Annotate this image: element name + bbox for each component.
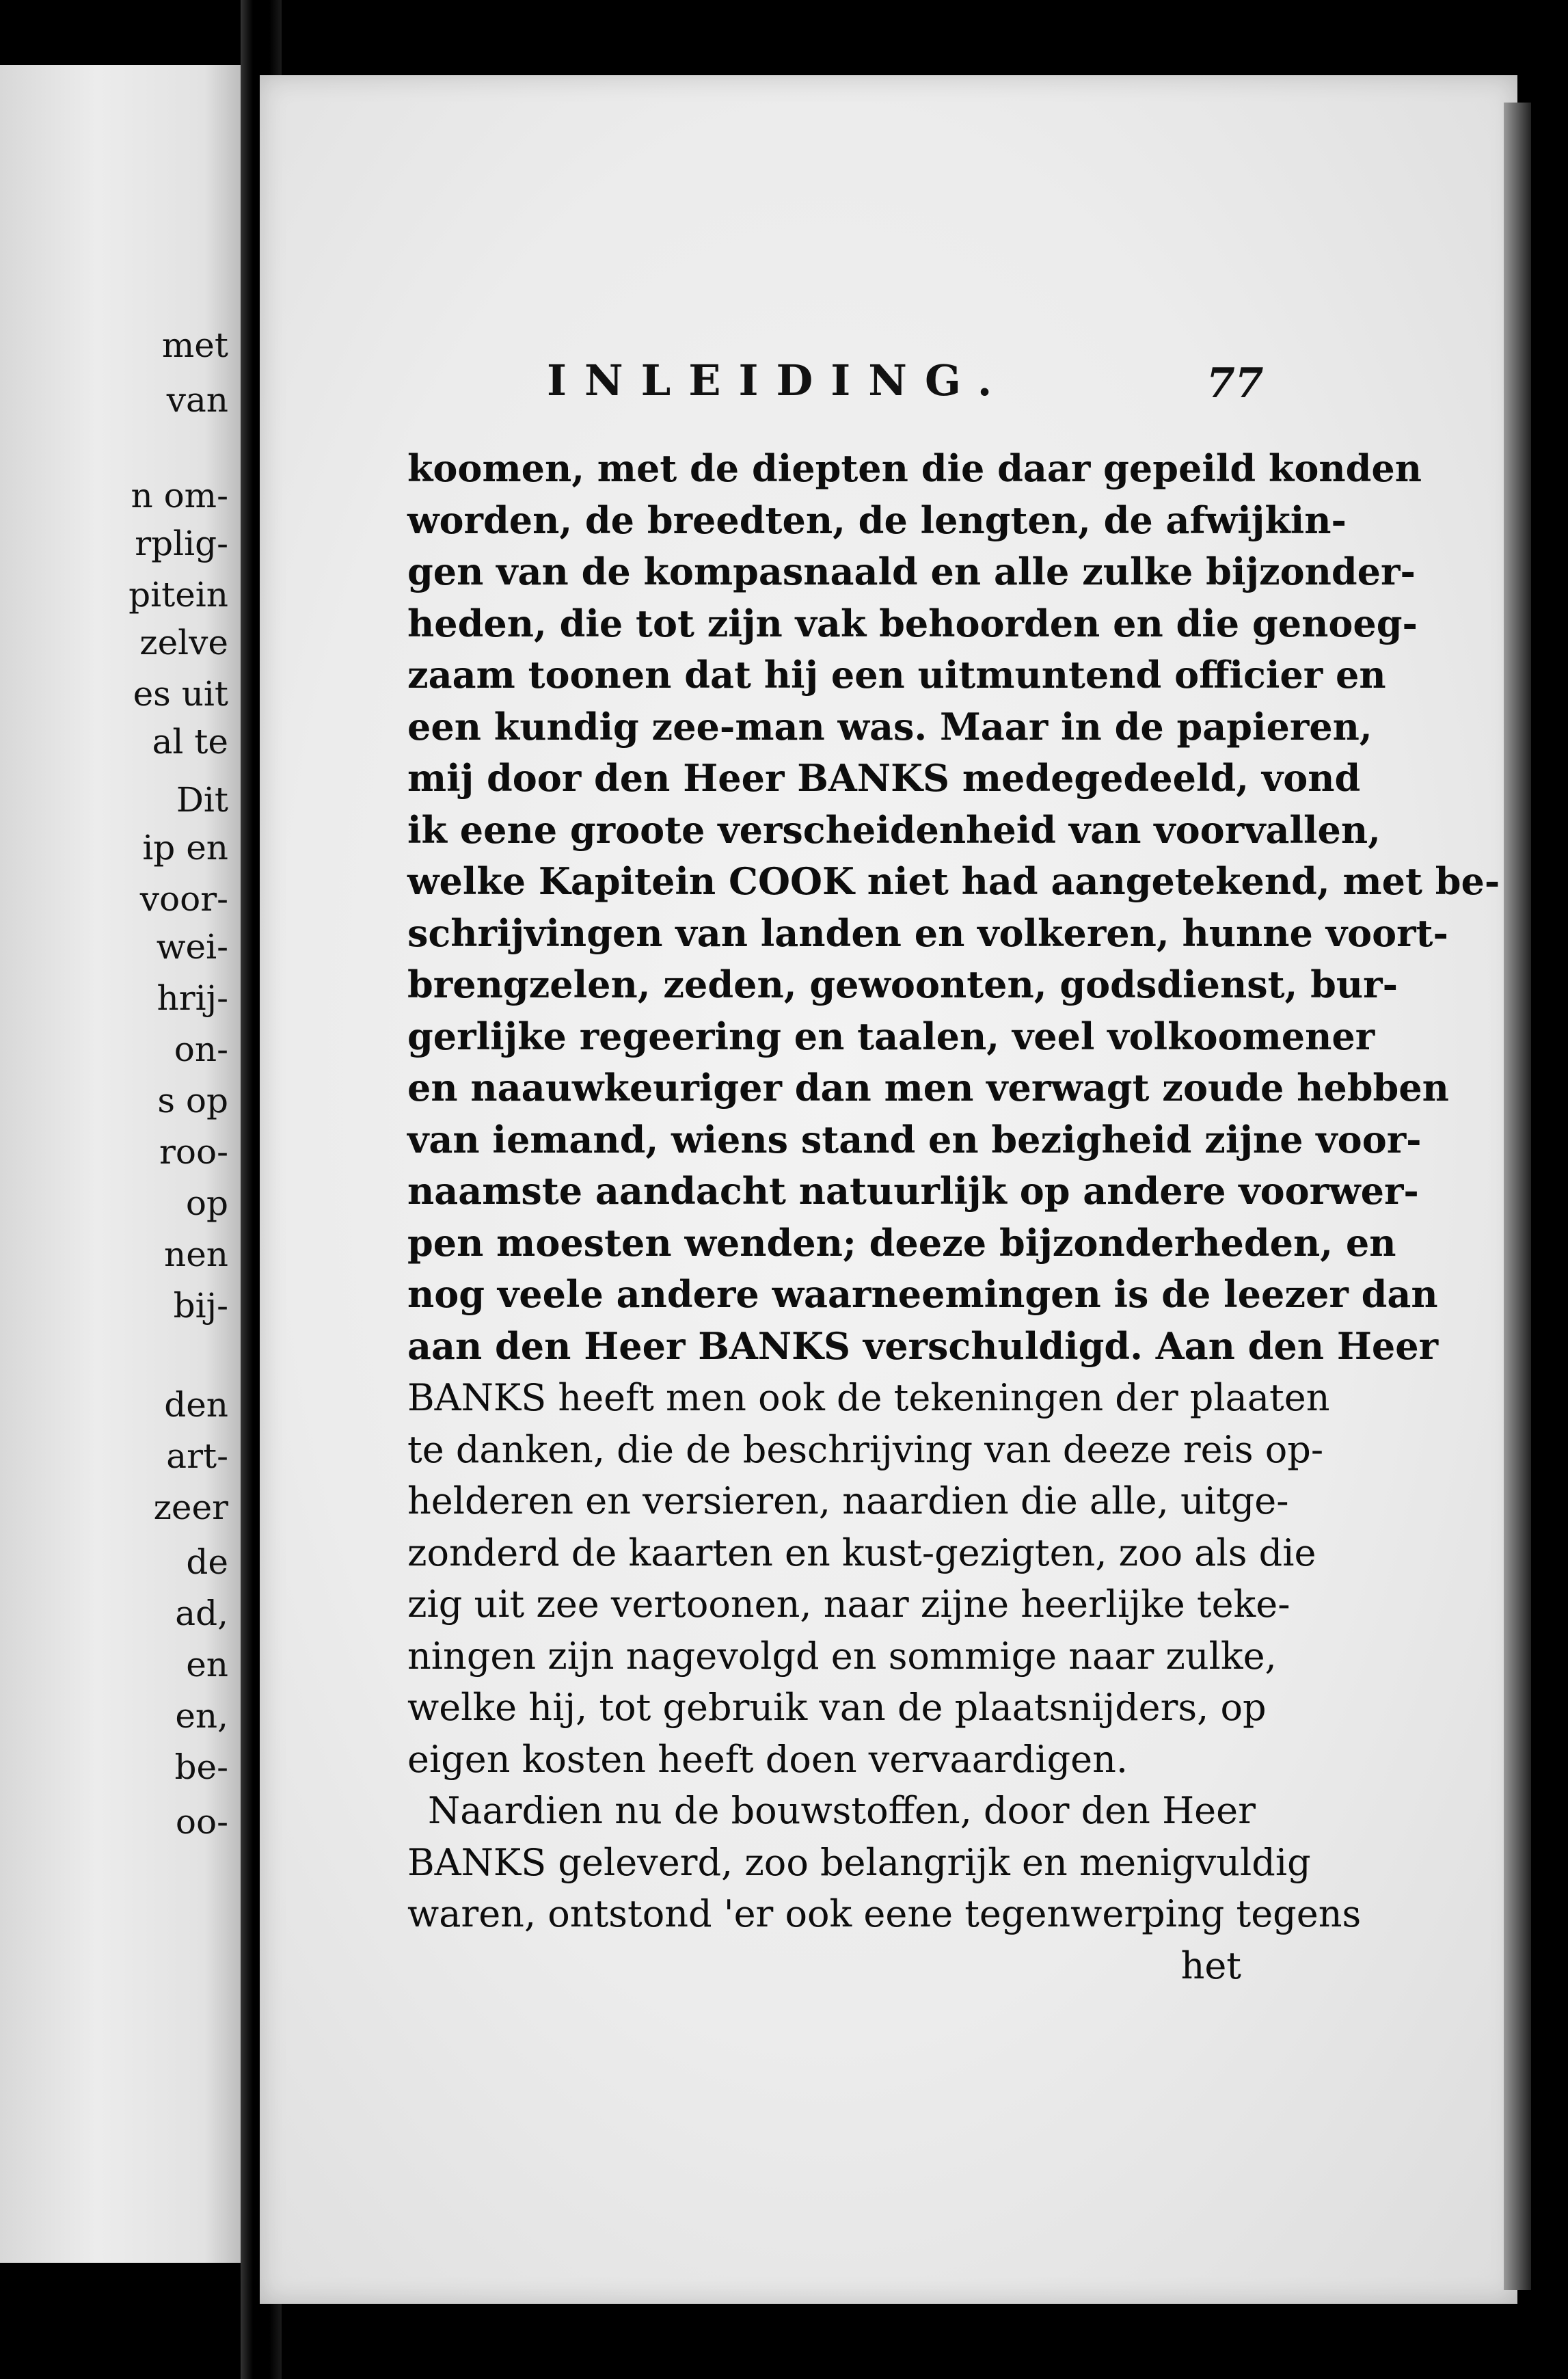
left-page-line: be- [174, 1747, 228, 1787]
left-page-line: Dit [176, 780, 228, 820]
text-line: zig uit zee vertoonen, naar zijne heerlijke teke- [407, 1583, 1290, 1626]
text-line: eigen kosten heeft doen vervaardigen. [407, 1737, 1128, 1781]
left-page-line: wei- [156, 927, 228, 967]
text-line: en naauwkeuriger dan men verwagt zoude hebben [407, 1066, 1449, 1110]
text-line: welke hij, tot gebruik van de plaatsnijders, op [407, 1686, 1267, 1729]
left-page-line: ip en [142, 828, 228, 868]
left-page-line: en, [175, 1696, 228, 1736]
text-line: koomen, met de diepten die daar gepeild konden [407, 446, 1422, 490]
left-page-line: hrij- [157, 978, 228, 1018]
left-page-line: zelve [139, 623, 228, 662]
left-page-line: voor- [139, 879, 228, 919]
text-line: zaam toonen dat hij een uitmuntend officier en [407, 653, 1386, 697]
text-line: pen moesten wenden; deeze bijzonderheden, en [407, 1220, 1396, 1265]
text-line: heden, die tot zijn vak behoorden en die genoeg- [407, 601, 1418, 645]
text-line: welke Kapitein COOK niet had aangetekend, met be- [407, 859, 1500, 903]
left-page-line: rplig- [135, 524, 228, 563]
left-page-line: den [164, 1385, 228, 1425]
text-line: gerlijke regeering en taalen, veel volkoomener [407, 1014, 1375, 1058]
left-page-line: art- [166, 1436, 228, 1476]
left-facing-page [0, 65, 241, 2263]
left-page-line: es uit [133, 674, 228, 714]
left-page-line: de [186, 1542, 228, 1582]
left-page-line: en [186, 1645, 228, 1684]
page [260, 75, 1517, 2304]
left-page-line: s op [157, 1081, 228, 1120]
text-line: naamste aandacht natuurlijk op andere voorwer- [407, 1169, 1419, 1213]
text-line: worden, de breedten, de lengten, de afwijkin- [407, 498, 1347, 542]
text-line: gen van de kompasnaald en alle zulke bijzonder- [407, 550, 1416, 593]
left-page-line: nen [164, 1235, 228, 1274]
body-text [407, 443, 1500, 1991]
text-line: een kundig zee-man was. Maar in de papieren, [407, 704, 1373, 749]
text-line: mij door den Heer BANKS medegedeeld, vond [407, 756, 1361, 800]
text-line: schrijvingen van landen en volkeren, hunne voort- [407, 911, 1448, 955]
left-page-line: met [161, 325, 228, 365]
left-page-line: bij- [173, 1286, 228, 1326]
left-page-line: zeer [153, 1488, 228, 1527]
page-number: 77 [1206, 360, 1264, 407]
text-line: zonderd de kaarten en kust-gezigten, zoo als die [407, 1531, 1316, 1574]
text-line: brengzelen, zeden, gewoonten, godsdienst, bur- [407, 963, 1398, 1006]
left-page-line: op [185, 1183, 228, 1223]
left-page-line: oo- [175, 1802, 228, 1842]
left-page-line: pitein [129, 575, 228, 615]
text-line: van iemand, wiens stand en bezigheid zijne voor- [407, 1117, 1422, 1161]
left-page-line: on- [174, 1030, 228, 1069]
text-line: helderen en versieren, naardien die alle, uitge- [407, 1479, 1289, 1522]
left-page-line: van [166, 380, 228, 420]
text-line: nog veele andere waarneemingen is de leezer dan [407, 1272, 1438, 1316]
text-line: ningen zijn nagevolgd en sommige naar zulke, [407, 1634, 1277, 1678]
text-line: BANKS geleverd, zoo belangrijk en menigvuldig [407, 1840, 1311, 1884]
text-line: aan den Heer BANKS verschuldigd. Aan den Heer [407, 1323, 1439, 1368]
running-head: INLEIDING. [547, 355, 1010, 405]
left-page-line: roo- [159, 1132, 228, 1172]
text-line: Naardien nu de bouwstoffen, door den Heer [428, 1789, 1256, 1832]
catchword: het [1180, 1944, 1241, 1987]
text-line: te danken, die de beschrijving van deeze reis op- [407, 1427, 1324, 1471]
page-edge-shadow [1504, 103, 1531, 2290]
text-line: waren, ontstond 'er ook eene tegenwerping tegens [407, 1892, 1362, 1935]
text-line: ik eene groote verscheidenheid van voorvallen, [407, 807, 1381, 852]
page-header [260, 355, 1517, 410]
left-page-line: n om- [131, 476, 228, 515]
left-page-line: ad, [175, 1594, 228, 1633]
left-page-line: al te [152, 722, 228, 762]
text-line: BANKS heeft men ook de tekeningen der plaaten [407, 1376, 1330, 1419]
